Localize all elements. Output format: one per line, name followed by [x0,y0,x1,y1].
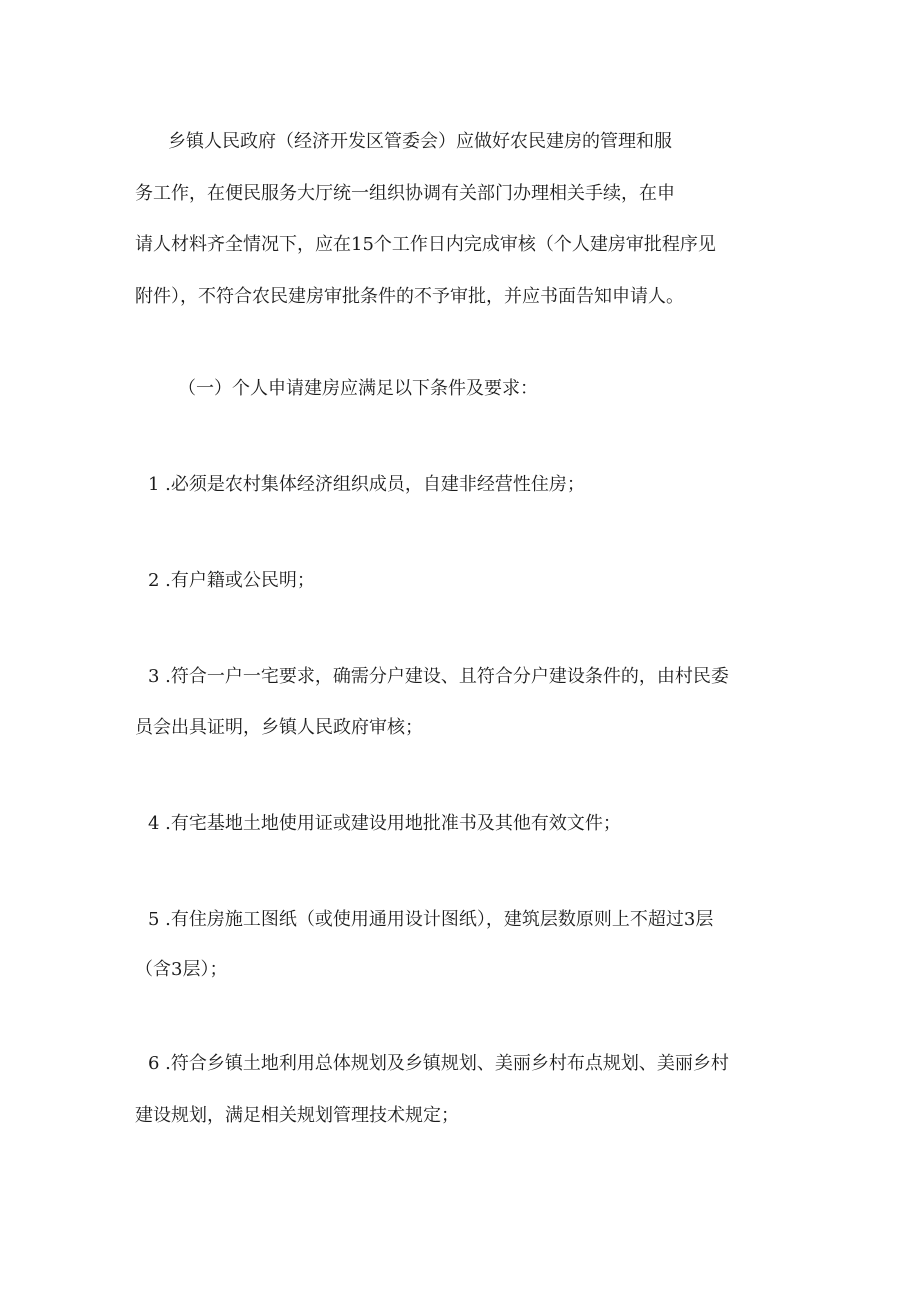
list-item: 3 .符合一户一宅要求，确需分户建设、且符合分户建设条件的，由村民委 [148,666,729,687]
section-heading: （一）个人申请建房应满足以下条件及要求： [178,378,538,399]
paragraph-line: 务工作，在便民服务大厅统一组织协调有关部门办理相关手续，在申 [135,183,675,204]
paragraph-line: 附件），不符合农民建房审批条件的不予审批，并应书面告知申请人。 [135,286,684,307]
list-item-continuation: （含3层）； [135,959,228,980]
list-item: 1 .必须是农村集体经济组织成员，自建非经营性住房； [148,474,585,495]
list-item-continuation: 员会出具证明，乡镇人民政府审核； [135,717,423,738]
list-item: 6 .符合乡镇土地利用总体规划及乡镇规划、美丽乡村布点规划、美丽乡村 [148,1053,729,1074]
paragraph-line: 请人材料齐全情况下，应在15个工作日内完成审核（个人建房审批程序见 [135,234,716,255]
paragraph-line: 乡镇人民政府（经济开发区管委会）应做好农民建房的管理和服 [168,131,672,152]
list-item: 5 .有住房施工图纸（或使用通用设计图纸），建筑层数原则上不超过3层 [148,909,714,930]
list-item-continuation: 建设规划，满足相关规划管理技术规定； [135,1105,459,1126]
list-item: 4 .有宅基地土地使用证或建设用地批准书及其他有效文件； [148,813,621,834]
list-item: 2 .有户籍或公民明； [148,570,315,591]
